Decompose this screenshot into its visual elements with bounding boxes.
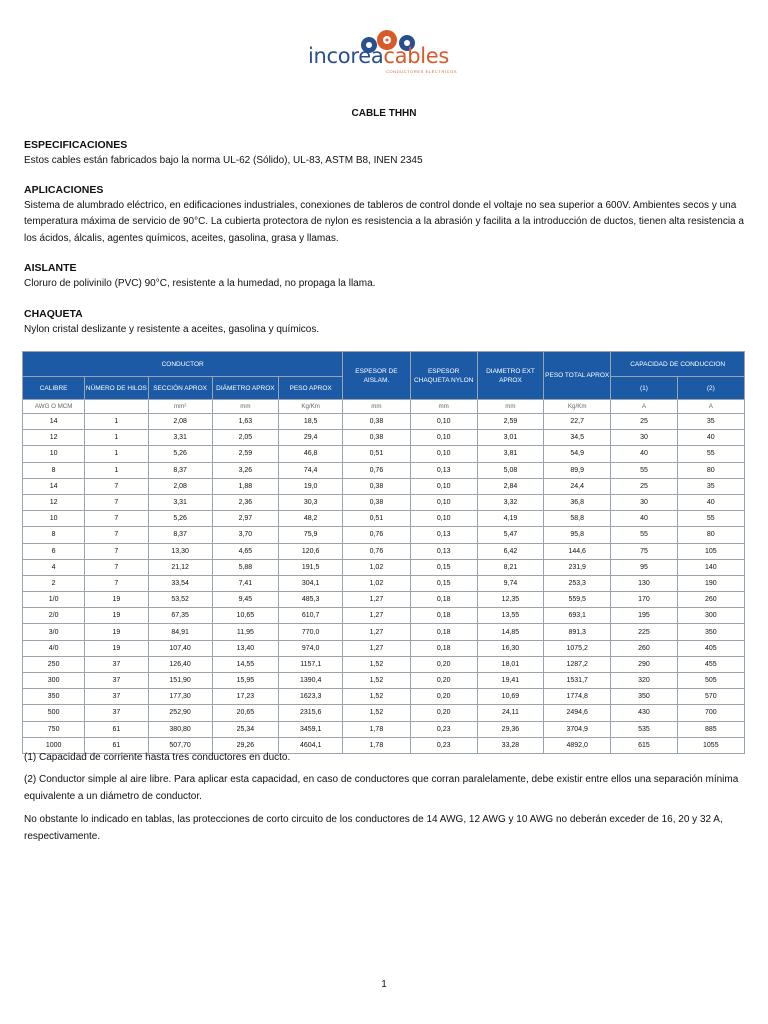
table-cell: 2,59 <box>477 414 543 430</box>
table-cell: 58,8 <box>544 511 611 527</box>
table-cell: 0,38 <box>343 414 410 430</box>
section-heading-aplicaciones: APLICACIONES <box>24 184 104 196</box>
section-heading-aislante: AISLANTE <box>24 262 77 274</box>
table-cell: 0,38 <box>343 478 410 494</box>
table-cell: 231,9 <box>544 559 611 575</box>
table-cell: 250 <box>23 656 85 672</box>
table-cell: 55 <box>677 446 744 462</box>
table-cell: 0,20 <box>410 689 477 705</box>
table-row <box>23 559 745 575</box>
table-cell: 5,88 <box>212 559 278 575</box>
table-cell: 1000 <box>23 737 85 753</box>
header-peso: PESO APROX <box>279 377 343 400</box>
table-cell: 1,52 <box>343 673 410 689</box>
table-cell: 2 <box>23 575 85 591</box>
header-calibre: CALIBRE <box>23 377 85 400</box>
table-cell: 37 <box>85 689 148 705</box>
table-cell: 9,45 <box>212 592 278 608</box>
table-cell: 304,1 <box>279 575 343 591</box>
header-espesor-aislamiento: ESPESOR DE AISLAM. <box>343 352 410 400</box>
table-cell: 0,23 <box>410 721 477 737</box>
table-cell: 9,74 <box>477 575 543 591</box>
table-row <box>23 575 745 591</box>
table-cell: 13,55 <box>477 608 543 624</box>
table-cell: 1,52 <box>343 705 410 721</box>
table-cell: 13,40 <box>212 640 278 656</box>
note-2: (2) Conductor simple al aire libre. Para aplicar esta capacidad, en caso de conductores que corran paralelamente, debe existir entre ellos una separación mínima equivalente a un diámetro de conductor. <box>24 774 739 802</box>
table-cell: 885 <box>677 721 744 737</box>
table-cell: 1287,2 <box>544 656 611 672</box>
table-cell: 5,08 <box>477 462 543 478</box>
table-cell: 3704,9 <box>544 721 611 737</box>
table-cell: 1 <box>85 462 148 478</box>
table-cell: 0,10 <box>410 446 477 462</box>
header-capacidad-2: (2) <box>677 377 744 400</box>
table-cell: 1 <box>85 414 148 430</box>
table-cell: 0,10 <box>410 494 477 510</box>
table-cell: 0,76 <box>343 543 410 559</box>
table-cell: 7 <box>85 543 148 559</box>
table-cell: 3,01 <box>477 430 543 446</box>
table-cell: 350 <box>23 689 85 705</box>
table-cell: 19,0 <box>279 478 343 494</box>
table-cell: 18,5 <box>279 414 343 430</box>
table-cell: 107,40 <box>148 640 212 656</box>
table-cell: 35 <box>677 414 744 430</box>
table-cell: 10 <box>23 446 85 462</box>
section-heading-chaqueta: CHAQUETA <box>24 308 83 320</box>
unit-cell <box>85 400 148 414</box>
table-cell: 8 <box>23 527 85 543</box>
unit-cell: Kg/Km <box>279 400 343 414</box>
table-cell: 0,51 <box>343 511 410 527</box>
table-cell: 3,81 <box>477 446 543 462</box>
table-cell: 7 <box>85 559 148 575</box>
table-cell: 1,78 <box>343 721 410 737</box>
note-1: (1) Capacidad de corriente hasta tres conductores en ducto. <box>24 752 291 763</box>
table-cell: 37 <box>85 673 148 689</box>
header-conductor: CONDUCTOR <box>23 352 343 377</box>
table-cell: 74,4 <box>279 462 343 478</box>
table-cell: 5,26 <box>148 511 212 527</box>
table-cell: 8,37 <box>148 462 212 478</box>
table-cell: 300 <box>677 608 744 624</box>
table-cell: 177,30 <box>148 689 212 705</box>
note-3: No obstante lo indicado en tablas, las protecciones de corto circuito de los conductores de 14 AWG, 12 AWG y 10 AWG no deberán exceder de 16, 20 y 32 A, respectivamente. <box>24 814 723 842</box>
table-cell: 95 <box>611 559 677 575</box>
table-cell: 0,13 <box>410 462 477 478</box>
table-cell: 30,3 <box>279 494 343 510</box>
header-peso-total: PESO TOTAL APROX <box>544 352 611 400</box>
table-cell: 61 <box>85 721 148 737</box>
table-row <box>23 608 745 624</box>
logo-wordmark: incoreacables <box>308 44 450 68</box>
table-cell: 500 <box>23 705 85 721</box>
table-body <box>23 400 745 754</box>
table-cell: 2,97 <box>212 511 278 527</box>
table-cell: 1,78 <box>343 737 410 753</box>
unit-cell: AWG O MCM <box>23 400 85 414</box>
table-cell: 7 <box>85 575 148 591</box>
table-cell: 1,27 <box>343 608 410 624</box>
table-cell: 120,6 <box>279 543 343 559</box>
table-cell: 3/0 <box>23 624 85 640</box>
table-cell: 35 <box>677 478 744 494</box>
header-diametro: DIÁMETRO APROX <box>212 377 278 400</box>
table-cell: 4604,1 <box>279 737 343 753</box>
table-row <box>23 624 745 640</box>
table-cell: 0,18 <box>410 592 477 608</box>
table-cell: 24,4 <box>544 478 611 494</box>
table-cell: 0,13 <box>410 527 477 543</box>
table-cell: 4 <box>23 559 85 575</box>
table-cell: 37 <box>85 656 148 672</box>
table-cell: 7 <box>85 478 148 494</box>
table-cell: 12 <box>23 430 85 446</box>
header-espesor-chaqueta: ESPESOR CHAQUETA NYLON <box>410 352 477 400</box>
table-cell: 0,20 <box>410 656 477 672</box>
table-cell: 2,08 <box>148 478 212 494</box>
table-cell: 7,41 <box>212 575 278 591</box>
table-cell: 1/0 <box>23 592 85 608</box>
table-cell: 21,12 <box>148 559 212 575</box>
table-cell: 19 <box>85 624 148 640</box>
table-cell: 485,3 <box>279 592 343 608</box>
table-row <box>23 673 745 689</box>
table-cell: 1,27 <box>343 624 410 640</box>
table-cell: 0,38 <box>343 494 410 510</box>
table-cell: 1,02 <box>343 559 410 575</box>
table-cell: 36,8 <box>544 494 611 510</box>
table-cell: 1 <box>85 430 148 446</box>
table-row <box>23 721 745 737</box>
table-cell: 1531,7 <box>544 673 611 689</box>
section-text-aplicaciones: Sistema de alumbrado eléctrico, en edificaciones industriales, conexiones de tableros de control donde el voltaje no sea superior a 600V. Ambientes secos y una temperatura máxima de servicio de 90°C. La cubierta protectora de nylon es resistencia a la abrasión y facilita a la introducción de ductos, tienen alta resistencia a los ácidos, álcalis, agentes químicos, aceites, gasolina, grasa y llamas. <box>24 200 744 244</box>
table-cell: 7 <box>85 511 148 527</box>
table-cell: 0,76 <box>343 527 410 543</box>
table-cell: 535 <box>611 721 677 737</box>
table-cell: 46,8 <box>279 446 343 462</box>
table-cell: 0,18 <box>410 640 477 656</box>
table-cell: 405 <box>677 640 744 656</box>
table-cell: 84,91 <box>148 624 212 640</box>
table-cell: 225 <box>611 624 677 640</box>
table-row <box>23 705 745 721</box>
company-logo <box>308 28 460 76</box>
table-cell: 430 <box>611 705 677 721</box>
table-cell: 3,31 <box>148 430 212 446</box>
header-capacidad: CAPACIDAD DE CONDUCCION <box>611 352 745 377</box>
table-cell: 34,5 <box>544 430 611 446</box>
table-cell: 570 <box>677 689 744 705</box>
table-cell: 55 <box>611 462 677 478</box>
table-cell: 13,30 <box>148 543 212 559</box>
table-cell: 1,52 <box>343 656 410 672</box>
table-cell: 3,70 <box>212 527 278 543</box>
table-cell: 1157,1 <box>279 656 343 672</box>
table-cell: 0,51 <box>343 446 410 462</box>
table-cell: 33,28 <box>477 737 543 753</box>
table-cell: 25,34 <box>212 721 278 737</box>
table-cell: 0,23 <box>410 737 477 753</box>
table-cell: 40 <box>611 511 677 527</box>
table-cell: 33,54 <box>148 575 212 591</box>
table-cell: 19,41 <box>477 673 543 689</box>
table-cell: 290 <box>611 656 677 672</box>
table-cell: 22,7 <box>544 414 611 430</box>
table-cell: 505 <box>677 673 744 689</box>
table-cell: 4892,0 <box>544 737 611 753</box>
table-cell: 1,63 <box>212 414 278 430</box>
table-row <box>23 478 745 494</box>
table-cell: 30 <box>611 494 677 510</box>
table-row <box>23 446 745 462</box>
table-cell: 55 <box>677 511 744 527</box>
table-cell: 54,9 <box>544 446 611 462</box>
table-cell: 11,95 <box>212 624 278 640</box>
table-cell: 16,30 <box>477 640 543 656</box>
table-cell: 67,35 <box>148 608 212 624</box>
table-cell: 10 <box>23 511 85 527</box>
table-cell: 0,15 <box>410 575 477 591</box>
logo-tagline: CONDUCTORES ELÉCTRICOS <box>386 69 458 74</box>
table-cell: 350 <box>611 689 677 705</box>
table-row <box>23 414 745 430</box>
table-cell: 300 <box>23 673 85 689</box>
table-cell: 80 <box>677 462 744 478</box>
table-cell: 191,5 <box>279 559 343 575</box>
specifications-table <box>22 351 745 754</box>
table-cell: 0,10 <box>410 430 477 446</box>
table-cell: 48,2 <box>279 511 343 527</box>
unit-cell: Kg/Km <box>544 400 611 414</box>
unit-cell: mm <box>410 400 477 414</box>
table-cell: 700 <box>677 705 744 721</box>
table-cell: 105 <box>677 543 744 559</box>
table-row <box>23 511 745 527</box>
table-cell: 80 <box>677 527 744 543</box>
table-cell: 455 <box>677 656 744 672</box>
table-cell: 40 <box>611 446 677 462</box>
table-cell: 1774,8 <box>544 689 611 705</box>
table-cell: 40 <box>677 494 744 510</box>
table-cell: 770,0 <box>279 624 343 640</box>
table-cell: 14 <box>23 478 85 494</box>
unit-cell: mm <box>343 400 410 414</box>
table-cell: 615 <box>611 737 677 753</box>
table-cell: 974,0 <box>279 640 343 656</box>
table-cell: 0,13 <box>410 543 477 559</box>
table-cell: 95,8 <box>544 527 611 543</box>
page-number: 1 <box>381 979 387 990</box>
table-cell: 40 <box>677 430 744 446</box>
table-cell: 2,36 <box>212 494 278 510</box>
table-cell: 1,88 <box>212 478 278 494</box>
section-heading-especificaciones: ESPECIFICACIONES <box>24 139 128 151</box>
table-cell: 1 <box>85 446 148 462</box>
table-cell: 1,27 <box>343 592 410 608</box>
table-row <box>23 494 745 510</box>
table-cell: 20,65 <box>212 705 278 721</box>
table-cell: 30 <box>611 430 677 446</box>
table-cell: 18,01 <box>477 656 543 672</box>
table-cell: 37 <box>85 705 148 721</box>
table-cell: 0,10 <box>410 414 477 430</box>
table-cell: 12 <box>23 494 85 510</box>
unit-cell: A <box>677 400 744 414</box>
table-cell: 2315,6 <box>279 705 343 721</box>
table-cell: 0,15 <box>410 559 477 575</box>
table-cell: 2,08 <box>148 414 212 430</box>
table-cell: 29,26 <box>212 737 278 753</box>
table-cell: 29,36 <box>477 721 543 737</box>
table-cell: 75,9 <box>279 527 343 543</box>
header-capacidad-1: (1) <box>611 377 677 400</box>
table-row <box>23 592 745 608</box>
table-cell: 4,19 <box>477 511 543 527</box>
table-cell: 89,9 <box>544 462 611 478</box>
table-cell: 151,90 <box>148 673 212 689</box>
table-cell: 2/0 <box>23 608 85 624</box>
table-cell: 5,26 <box>148 446 212 462</box>
header-seccion: SECCIÓN APROX <box>148 377 212 400</box>
table-cell: 3,31 <box>148 494 212 510</box>
table-cell: 0,18 <box>410 608 477 624</box>
unit-cell: mm <box>477 400 543 414</box>
table-row <box>23 543 745 559</box>
table-row <box>23 689 745 705</box>
table-cell: 17,23 <box>212 689 278 705</box>
table-cell: 12,35 <box>477 592 543 608</box>
table-cell: 2494,6 <box>544 705 611 721</box>
table-cell: 29,4 <box>279 430 343 446</box>
table-cell: 260 <box>611 640 677 656</box>
table-cell: 4,65 <box>212 543 278 559</box>
table-cell: 693,1 <box>544 608 611 624</box>
table-cell: 8,21 <box>477 559 543 575</box>
table-cell: 0,10 <box>410 511 477 527</box>
table-cell: 140 <box>677 559 744 575</box>
table-row <box>23 462 745 478</box>
table-cell: 3,32 <box>477 494 543 510</box>
table-cell: 10,65 <box>212 608 278 624</box>
table-cell: 170 <box>611 592 677 608</box>
table-cell: 130 <box>611 575 677 591</box>
table-cell: 24,11 <box>477 705 543 721</box>
table-cell: 253,3 <box>544 575 611 591</box>
table-cell: 1623,3 <box>279 689 343 705</box>
header-numero-hilos: NÚMERO DE HILOS <box>85 377 148 400</box>
table-cell: 126,40 <box>148 656 212 672</box>
table-cell: 61 <box>85 737 148 753</box>
table-cell: 19 <box>85 608 148 624</box>
table-cell: 1055 <box>677 737 744 753</box>
section-text-chaqueta: Nylon cristal deslizante y resistente a aceites, gasolina y químicos. <box>24 324 320 335</box>
table-cell: 0,76 <box>343 462 410 478</box>
table-cell: 260 <box>677 592 744 608</box>
table-cell: 144,6 <box>544 543 611 559</box>
table-cell: 19 <box>85 592 148 608</box>
table-cell: 25 <box>611 478 677 494</box>
table-cell: 0,10 <box>410 478 477 494</box>
table-cell: 7 <box>85 494 148 510</box>
table-cell: 3459,1 <box>279 721 343 737</box>
table-cell: 320 <box>611 673 677 689</box>
table-cell: 5,47 <box>477 527 543 543</box>
table-cell: 8,37 <box>148 527 212 543</box>
table-cell: 195 <box>611 608 677 624</box>
table-cell: 55 <box>611 527 677 543</box>
table-cell: 0,18 <box>410 624 477 640</box>
table-cell: 190 <box>677 575 744 591</box>
table-cell: 252,90 <box>148 705 212 721</box>
units-row <box>23 400 745 414</box>
table-cell: 19 <box>85 640 148 656</box>
table-cell: 1,52 <box>343 689 410 705</box>
table-cell: 1390,4 <box>279 673 343 689</box>
table-cell: 1,27 <box>343 640 410 656</box>
table-cell: 750 <box>23 721 85 737</box>
table-cell: 0,20 <box>410 705 477 721</box>
table-row <box>23 430 745 446</box>
table-cell: 380,80 <box>148 721 212 737</box>
table-cell: 1075,2 <box>544 640 611 656</box>
table-cell: 891,3 <box>544 624 611 640</box>
table-cell: 6 <box>23 543 85 559</box>
table-cell: 3,26 <box>212 462 278 478</box>
document-title: CABLE THHN <box>351 108 417 119</box>
table-cell: 4/0 <box>23 640 85 656</box>
table-cell: 2,59 <box>212 446 278 462</box>
table-cell: 8 <box>23 462 85 478</box>
table-cell: 75 <box>611 543 677 559</box>
table-row <box>23 656 745 672</box>
table-cell: 14,85 <box>477 624 543 640</box>
unit-cell: mm <box>212 400 278 414</box>
table-cell: 10,69 <box>477 689 543 705</box>
table-cell: 2,05 <box>212 430 278 446</box>
table-cell: 14 <box>23 414 85 430</box>
table-cell: 14,55 <box>212 656 278 672</box>
header-diametro-ext: DIAMETRO EXT APROX <box>477 352 543 400</box>
table-cell: 610,7 <box>279 608 343 624</box>
table-cell: 507,70 <box>148 737 212 753</box>
table-cell: 6,42 <box>477 543 543 559</box>
table-cell: 0,38 <box>343 430 410 446</box>
unit-cell: A <box>611 400 677 414</box>
table-cell: 25 <box>611 414 677 430</box>
table-cell: 15,95 <box>212 673 278 689</box>
table-cell: 350 <box>677 624 744 640</box>
table-cell: 53,52 <box>148 592 212 608</box>
table-row <box>23 640 745 656</box>
table-row <box>23 527 745 543</box>
section-text-aislante: Cloruro de polivinilo (PVC) 90°C, resistente a la humedad, no propaga la llama. <box>24 278 376 289</box>
table-cell: 7 <box>85 527 148 543</box>
table-cell: 2,84 <box>477 478 543 494</box>
table-cell: 0,20 <box>410 673 477 689</box>
table-cell: 559,5 <box>544 592 611 608</box>
section-text-especificaciones: Estos cables están fabricados bajo la norma UL-62 (Sólido), UL-83, ASTM B8, INEN 2345 <box>24 155 423 166</box>
unit-cell: mm² <box>148 400 212 414</box>
table-cell: 1,02 <box>343 575 410 591</box>
